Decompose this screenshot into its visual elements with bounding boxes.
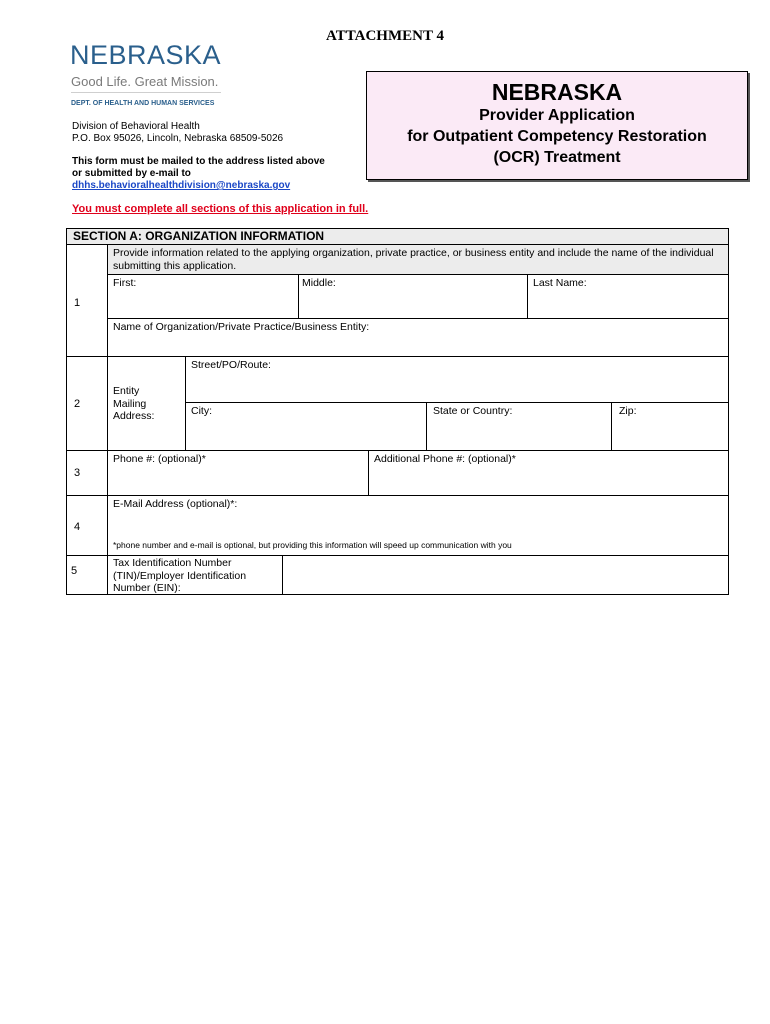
title-line3: (OCR) Treatment [493, 149, 621, 166]
mailing-address-label: Entity Mailing Address: [113, 385, 155, 422]
attachment-heading: ATTACHMENT 4 [326, 28, 444, 44]
nebraska-dhhs-logo [70, 40, 230, 112]
additional-phone-field[interactable] [369, 451, 728, 495]
division-address [72, 121, 283, 145]
tin-ein-label: Tax Identification Number (TIN)/Employer Identification Number (EIN): [113, 557, 247, 594]
state-country-label: State or Country: [433, 405, 513, 417]
city-label: City: [191, 405, 212, 417]
row-number-2: 2 [74, 398, 81, 410]
last-name-field[interactable] [528, 275, 728, 318]
instructions-text: Provide information related to the applying organization, private practice, or business entity and include the name of the individual submitting this application. [113, 247, 714, 272]
instructions-cell [107, 245, 728, 274]
street-label: Street/PO/Route: [191, 359, 271, 371]
submission-email-link[interactable]: dhhs.behavioralhealthdivision@nebraska.gov [72, 180, 291, 191]
title-line1: Provider Application [479, 107, 635, 124]
logo-wordmark: NEBRASKA [70, 40, 222, 70]
zip-field[interactable] [612, 403, 728, 450]
phone-field[interactable] [108, 451, 368, 495]
section-a-title: SECTION A: ORGANIZATION INFORMATION [73, 229, 325, 243]
logo-divider [71, 92, 221, 93]
tin-ein-field[interactable] [283, 556, 728, 595]
po-box: P.O. Box 95026, Lincoln, Nebraska 68509-5026 [72, 133, 284, 144]
title-state: NEBRASKA [491, 79, 623, 105]
row-number-1: 1 [74, 297, 81, 309]
division-name: Division of Behavioral Health [72, 121, 200, 132]
row-number-3: 3 [74, 467, 81, 479]
logo-department: DEPT. OF HEALTH AND HUMAN SERVICES [71, 100, 215, 107]
street-field[interactable] [186, 357, 728, 402]
organization-name-label: Name of Organization/Private Practice/Business Entity: [113, 321, 370, 333]
last-name-label: Last Name: [533, 277, 587, 289]
middle-name-label: Middle: [302, 277, 336, 289]
mailing-instructions [72, 156, 325, 192]
middle-name-field[interactable] [299, 275, 527, 318]
row-number-4: 4 [74, 521, 81, 533]
title-line2: for Outpatient Competency Restoration [407, 128, 707, 145]
section-a-form [66, 228, 729, 595]
optional-contact-note: *phone number and e-mail is optional, but providing this information will speed up communication with you [113, 540, 512, 550]
email-label: E-Mail Address (optional)*: [113, 498, 238, 510]
additional-phone-label: Additional Phone #: (optional)* [374, 453, 516, 465]
phone-label: Phone #: (optional)* [113, 453, 206, 465]
completion-warning: You must complete all sections of this application in full. [72, 203, 369, 215]
mail-note-line2: or submitted by e-mail to [72, 168, 191, 179]
section-a-header [67, 229, 728, 244]
organization-name-field[interactable] [108, 319, 728, 356]
state-country-field[interactable] [427, 403, 611, 450]
first-name-field[interactable] [108, 275, 298, 318]
logo-tagline: Good Life. Great Mission. [71, 74, 219, 89]
title-box [366, 71, 748, 180]
first-name-label: First: [113, 277, 137, 289]
zip-label: Zip: [619, 405, 637, 417]
mail-note-line1: This form must be mailed to the address listed above [72, 156, 325, 167]
row-number-5: 5 [71, 565, 78, 577]
city-field[interactable] [186, 403, 426, 450]
email-field[interactable] [108, 496, 728, 555]
